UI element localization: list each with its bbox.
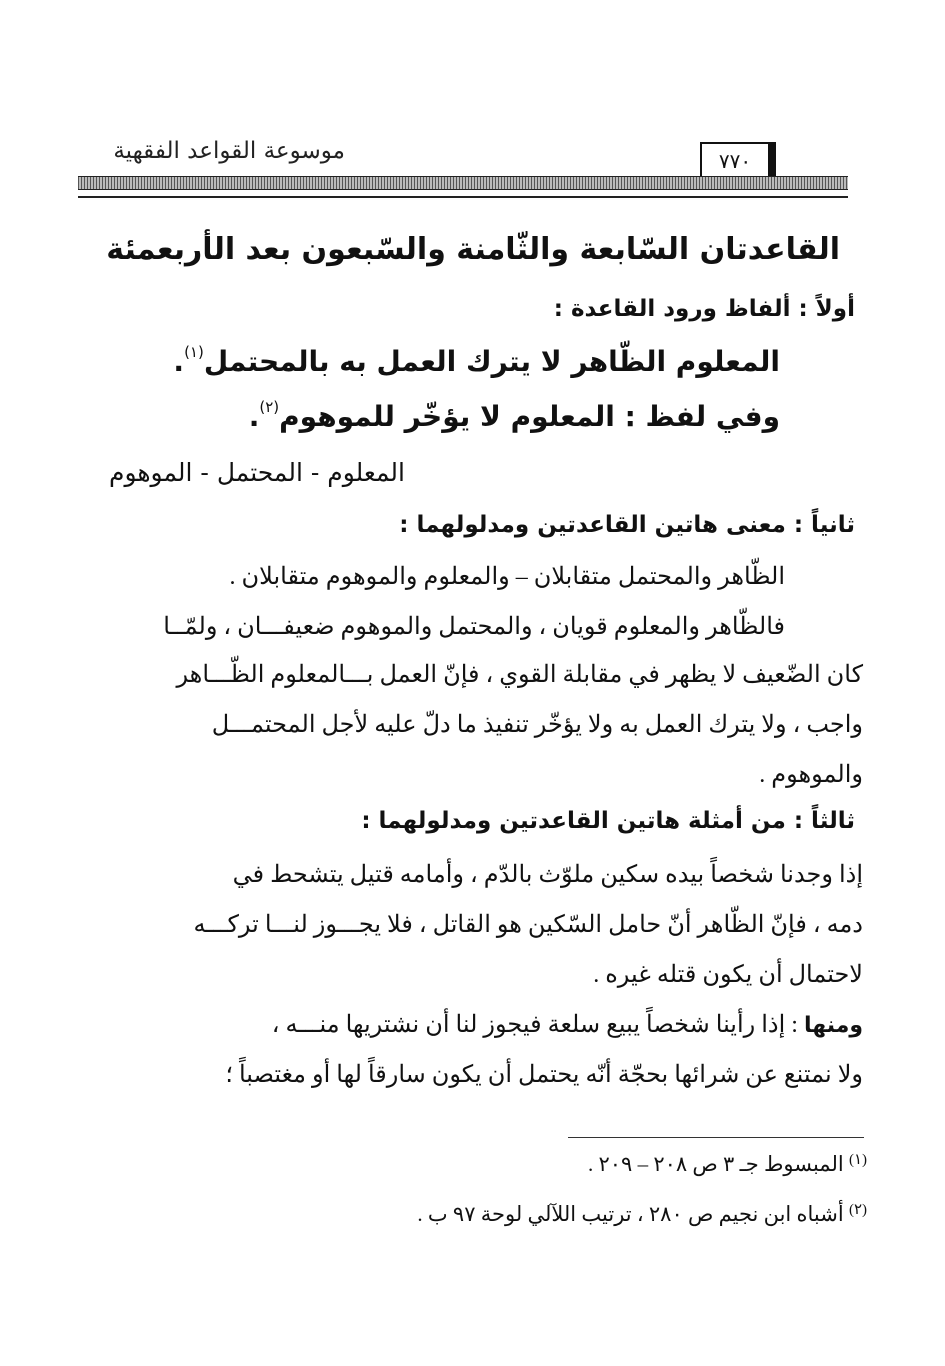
footnote-1 [588,1152,867,1177]
paragraph-line: والموهوم . [759,762,863,788]
main-heading: القاعدتان السّابعة والثّامنة والسّبعون بعد الأربعمئة [106,232,840,267]
footnote-text: المبسوط جـ ٣ ص ٢٠٨ – ٢٠٩ . [587,1152,844,1176]
alternate-wording [249,400,780,433]
header-decorative-bar [78,176,848,190]
footnote-2 [417,1202,867,1227]
paragraph-line: دمه ، فإنّ الظّاهر أنّ حامل السّكين هو القاتل ، فلا يجـــوز لنـــا تركـــه [193,912,863,938]
rule-end: . [173,345,185,378]
footnote-separator [568,1137,864,1138]
paragraph-line: كان الضّعيف لا يظهر في مقابلة القوي ، فإنّ العمل بـــالمعلوم الظّـــاهر [176,662,863,688]
alt-text: وفي لفظ : المعلوم لا يؤخّر للموهوم [279,400,780,433]
page-number: ٧٧٠ [700,142,776,180]
paragraph-line [272,1010,863,1039]
section1-heading: أولاً : ألفاظ ورود القاعدة : [553,296,855,322]
footnote-number: (١) [848,1152,867,1168]
paragraph-line: فالظّاهر والمعلوم قويان ، والمحتمل والموهوم ضعيفـــان ، ولمّــا [163,614,785,640]
alt-end: . [248,400,260,433]
paragraph-line: لاحتمال أن يكون قتله غيره . [593,962,863,988]
paragraph-line: الظّاهر والمحتمل متقابلان – والمعلوم والموهوم متقابلان . [229,564,785,590]
rule-statement [173,345,780,378]
header-divider [78,196,848,198]
section3-heading: ثالثاً : من أمثلة هاتين القاعدتين ومدلولهما : [361,808,855,834]
paragraph-line: واجب ، ولا يترك العمل به ولا يؤخّر تنفيذ ما دلّ عليه لأجل المحتمـــل [211,712,863,738]
footnote-number: (٢) [848,1202,867,1218]
rule-text: المعلوم الظّاهر لا يترك العمل به بالمحتمل [203,345,780,378]
running-header-title: موسوعة القواعد الفقهية [113,138,345,164]
footnote-ref-1: (١) [184,343,204,361]
section2-heading: ثانياً : معنى هاتين القاعدتين ومدلولهما : [399,512,855,538]
example-lead-word: ومنها [803,1013,863,1038]
example-text: : إذا رأينا شخصاً يبيع سلعة فيجوز لنا أن نشتريها منـــه ، [271,1012,798,1038]
footnote-ref-2: (٢) [259,398,280,416]
paragraph-line: ولا نمتنع عن شرائها بحجّة أنّه يحتمل أن يكون سارقاً لها أو مغتصباً ؛ [225,1062,863,1088]
keywords-line: المعلوم - المحتمل - الموهوم [108,458,405,487]
paragraph-line: إذا وجدنا شخصاً بيده سكين ملوّث بالدّم ، وأمامه قتيل يتشحط في [232,862,863,888]
footnote-text: أشباه ابن نجيم ص ٢٨٠ ، ترتيب اللآلي لوحة ٩٧ ب . [417,1202,844,1226]
